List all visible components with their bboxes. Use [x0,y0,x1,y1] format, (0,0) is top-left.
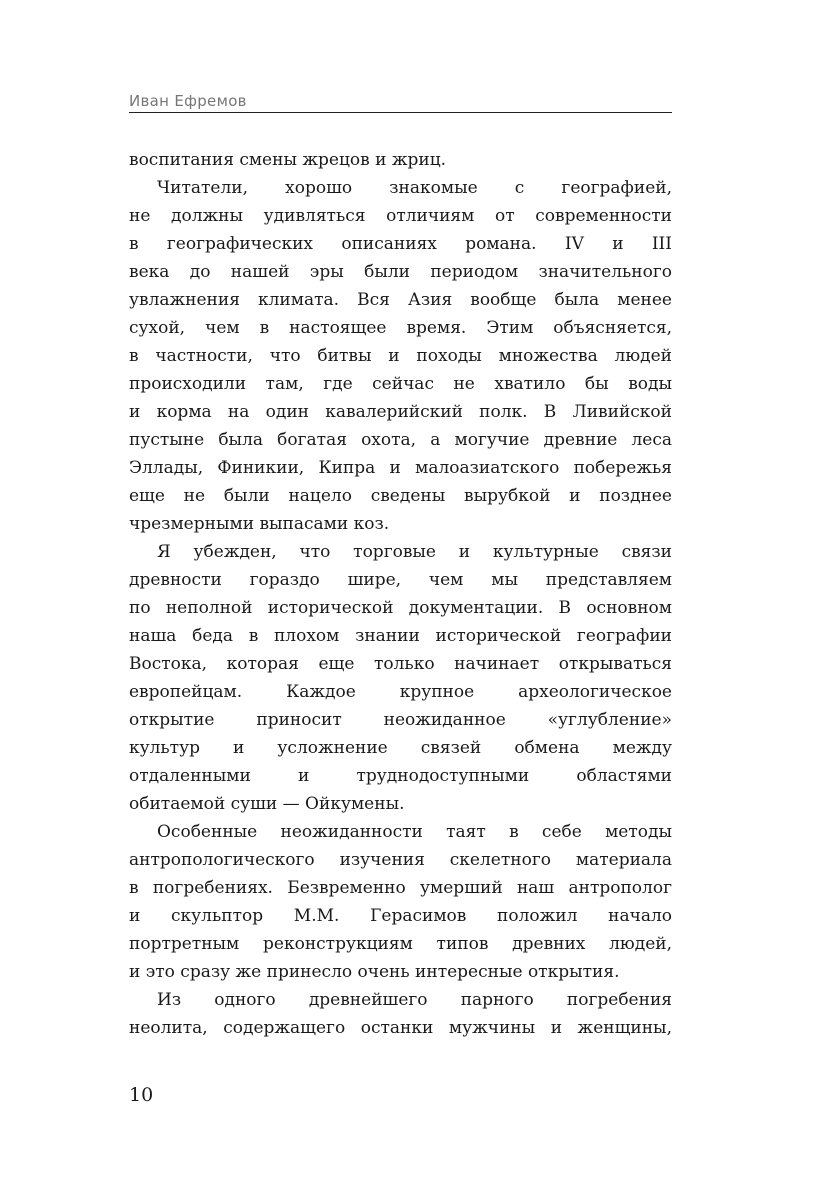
text-line: портретным реконструкциям типов древних людей, [129,934,672,954]
text-line: наша беда в плохом знании исторической географии [129,626,672,646]
paragraph [129,174,672,538]
text-line: пустыне была богатая охота, а могучие древние леса [129,430,672,450]
text-line: Из одного древнейшего парного погребения [157,990,672,1010]
text-line: и это сразу же принесло очень интересные открытия. [129,962,620,982]
text-line: Особенные неожиданности таят в себе методы [157,822,672,842]
paragraph [129,538,672,818]
paragraph [129,986,672,1042]
text-line: происходили там, где сейчас не хватило бы воды [129,374,672,394]
text-line: воспитания смены жрецов и жриц. [129,150,447,170]
text-line: открытие приносит неожиданное «углубление» [129,710,672,730]
text-line: в географических описаниях романа. IV и III [129,234,672,254]
text-line: в погребениях. Безвременно умерший наш антрополог [129,878,672,898]
text-line: по неполной исторической документации. В основном [129,598,672,618]
running-header [129,90,672,113]
body-text [129,146,672,1042]
page-number: 10 [129,1084,154,1106]
text-line: отдаленными и труднодоступными областями [129,766,672,786]
text-line: неолита, содержащего останки мужчины и женщины, [129,1018,672,1038]
text-line: культур и усложнение связей обмена между [129,738,672,758]
text-line: чрезмерными выпасами коз. [129,514,390,534]
text-line: сухой, чем в настоящее время. Этим объясняется, [129,318,672,338]
text-line: Эллады, Финикии, Кипра и малоазиатского побережья [129,458,672,478]
paragraph [129,146,672,174]
text-line: древности гораздо шире, чем мы представляем [129,570,672,590]
text-line: увлажнения климата. Вся Азия вообще была менее [129,290,672,310]
text-line: европейцам. Каждое крупное археологическое [129,682,672,702]
paragraph [129,818,672,986]
text-line: Востока, которая еще только начинает открываться [129,654,672,674]
text-line: Читатели, хорошо знакомые с географией, [157,178,672,198]
text-line: века до нашей эры были периодом значительного [129,262,672,282]
text-line: Я убежден, что торговые и культурные связи [157,542,672,562]
text-line: и скульптор М.М. Герасимов положил начало [129,906,672,926]
text-line: и корма на один кавалерийский полк. В Ливийской [129,402,672,422]
text-line: не должны удивляться отличиям от современности [129,206,672,226]
text-line: еще не были нацело сведены вырубкой и позднее [129,486,672,506]
header-author: Иван Ефремов [129,92,247,110]
text-line: в частности, что битвы и походы множества людей [129,346,672,366]
text-line: антропологического изучения скелетного материала [129,850,672,870]
text-line: обитаемой суши — Ойкумены. [129,794,405,814]
